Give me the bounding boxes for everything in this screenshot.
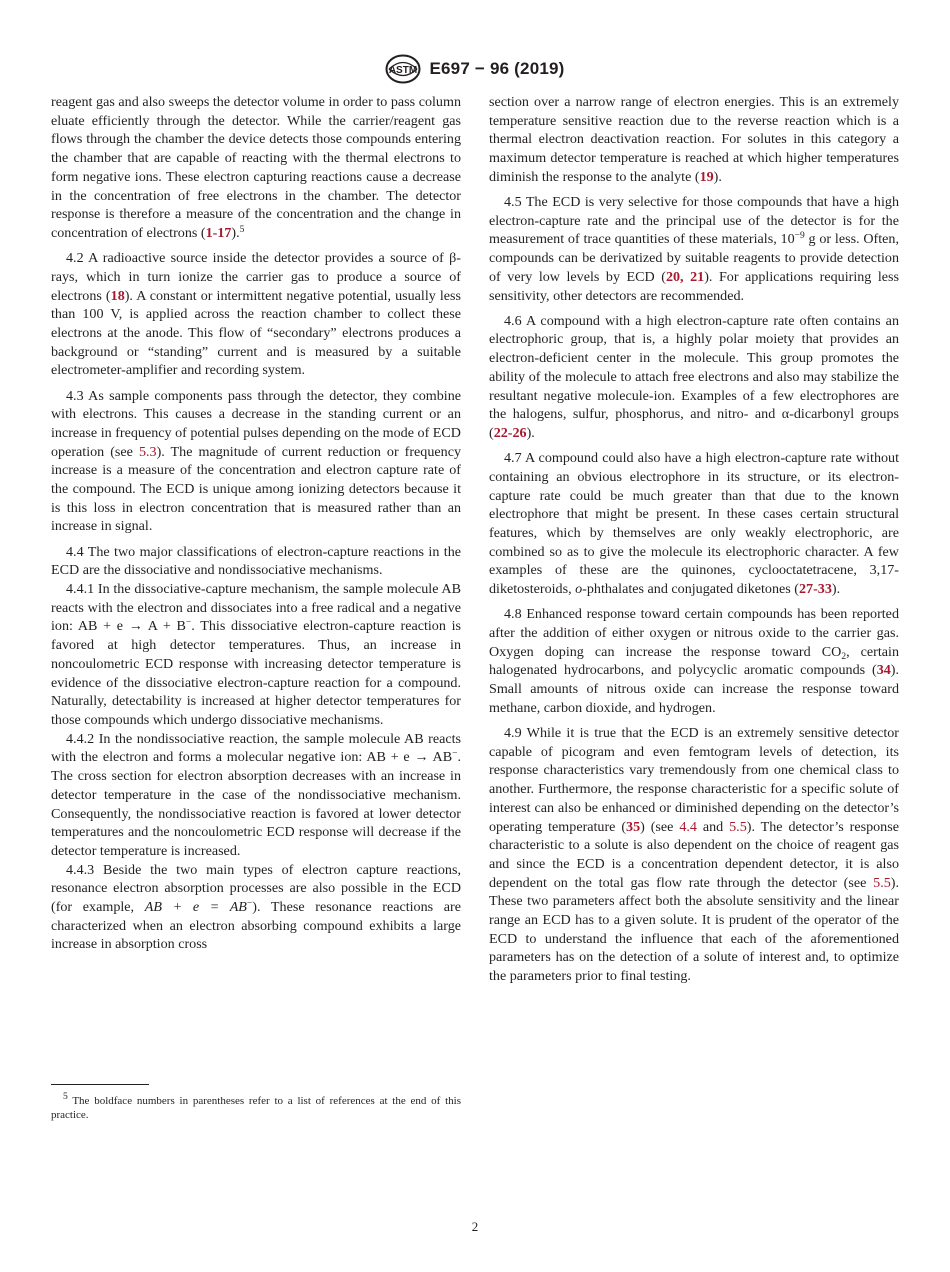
- reference-citation[interactable]: 35: [626, 818, 641, 835]
- section-link[interactable]: 5.3: [138, 443, 157, 460]
- page-header: [0, 54, 950, 84]
- paragraph-4-3: 4.3 As sample components pass through the detector, they combine with electrons. This causes a decrease in the standing current or an increase in frequency of potential pulses depending on the mode of ECD operation (see 5.3). The magnitude of current reduction or frequency increase is a measure of the concentration and electron capture rate of the compound. The ECD is unique among ionizing detectors because it is this loss in electron concentration that is measured rather than an increase in signal.: [51, 387, 461, 535]
- footnote-mark: 5: [63, 1092, 68, 1102]
- paragraph-4-4-2: 4.4.2 In the nondissociative reaction, the sample molecule AB reacts with the electron and forms a molecular negative ion: AB + e → AB−. The cross section for electron absorption decreases with an increase in detector temperature in the case of the nondissociative mechanism. Consequently, the nondissociative reaction is favored at lower detector temperatures and the noncoulometric ECD response will decrease if the detector temperature is increased.: [51, 730, 461, 859]
- section-link[interactable]: 4.4: [679, 818, 697, 835]
- reference-citation[interactable]: 34: [876, 662, 891, 679]
- paragraph-4-6: 4.6 A compound with a high electron-capture rate often contains an electrophoric group, that is, a highly polar moiety that provides an electron-deficient center in the molecule. This group promotes the ability of the molecule to attach free electrons and also may stabilize the resultant negative molecule-ion. Examples of a few electrophores are the halogens, sulfur, phosphorus, and nitro- and α-dicarbonyl groups (22-26).: [489, 312, 899, 441]
- reference-citation[interactable]: 27-33: [799, 581, 832, 598]
- section-link[interactable]: 5.5: [729, 818, 747, 835]
- reference-citation[interactable]: 22-26: [493, 424, 527, 441]
- reference-citation[interactable]: 19: [699, 168, 714, 185]
- paragraph-4-1-continued: reagent gas and also sweeps the detector volume in order to pass column eluate efficiently through the detector. While the carrier/reagent gas flows through the chamber the device detects those compounds entering the chamber that are capable of reacting with the thermal electrons to form negative ions. These electron capturing reactions cause a decrease in the concentration of free electrons in the chamber. The detector response is therefore a measure of the concentration and the change in concentration of electrons (1-17).$^5$: [51, 94, 461, 241]
- document-designation: E697 − 96 (2019): [429, 59, 565, 78]
- paragraph-4-4-3-continued: section over a narrow range of electron energies. This is an extremely temperature sensitive reaction due to the reverse reaction which is a thermal electron deactivation reaction. For solutes in this category a maximum detector temperature is reached at which higher temperatures diminish the response to the analyte (19).: [489, 94, 899, 185]
- reference-citation[interactable]: 20, 21: [665, 268, 705, 285]
- svg-text:ASTM: ASTM: [389, 65, 418, 76]
- right-column: [489, 93, 899, 992]
- footnote: $^5$ The boldface numbers in parentheses refer to a list of references at the end of this practice.: [51, 1092, 461, 1121]
- paragraph-4-4-3: 4.4.3 Beside the two main types of electron capture reactions, resonance electron absorption processes are also possible in the ECD (for example, AB + e = AB−). These resonance reactions are characterized when an electron absorbing compound exhibits a large increase in absorption cross: [51, 861, 462, 953]
- paragraph-4-2: 4.2 A radioactive source inside the detector provides a source of β-rays, which in turn ionize the carrier gas to produce a source of electrons (18). A constant or intermittent negative potential, usually less than 100 V, is applied across the reaction chamber to collect these electrons at the anode. This flow of “secondary” electrons produces a background or “standing” current and is measured by a suitable electrometer-amplifier and recording system.: [51, 250, 461, 379]
- footnote-reference[interactable]: 5: [239, 224, 245, 235]
- paragraph-4-5: 4.5 The ECD is very selective for those compounds that have a high electron-capture rate and the principal use of the detector is for the measurement of trace quantities of these materials, $10^{-9}$ g or less. Often, compounds can be derivatized by suitable reagents to provide detection of very low levels by ECD (20, 21). For applications requiring less sensitivity, other detectors are recommended.: [489, 194, 900, 304]
- section-link[interactable]: 5.5: [873, 874, 891, 891]
- paragraph-4-9: 4.9 While it is true that the ECD is an extremely sensitive detector capable of picogram and even femtogram levels of detection, its response characteristics vary tremendously from one chemical class to another. Furthermore, the response characteristic for a specific solute of interest can also be enhanced or diminished depending on the detector’s operating temperature (35) (see 4.4 and 5.5). The detector’s response characteristic to a solute is also dependent on the choice of reagent gas and since the ECD is a concentration dependent detector, it is also dependent on the total gas flow rate through the detector (see 5.5). These two parameters affect both the absolute sensitivity and the linear range an ECD has to a given solute. It is prudent of the operator of the ECD to understand the influence that each of the aforementioned parameters has on the detection of a solute of interest and, to optimize the parameters prior to final testing.: [489, 725, 899, 985]
- page-number: 2: [471, 1219, 479, 1234]
- reference-citation[interactable]: 1-17: [205, 224, 232, 241]
- paragraph-4-8: 4.8 Enhanced response toward certain compounds has been reported after the addition of either oxygen or nitrous oxide to the carrier gas. Oxygen doping can increase the response toward $CO_2$, certain halogenated hydrocarbons, and polycyclic aromatic compounds (34). Small amounts of nitrous oxide can increase the response toward methane, carbon dioxide, and hydrogen.: [489, 606, 900, 716]
- paragraph-4-4: 4.4 The two major classifications of electron-capture reactions in the ECD are the dissociative and nondissociative mechanisms.: [51, 543, 461, 579]
- paragraph-4-4-1: 4.4.1 In the dissociative-capture mechanism, the sample molecule AB reacts with the electron and dissociates into a free radical and a negative ion: AB + e → A + B−. This dissociative electron-capture reaction is favored at high detector temperatures. Thus, an increase in noncoulometric ECD response with increasing detector temperature is evidence of the dissociative electron-capture reaction for a compound. Naturally, detectability is increased at higher detector temperatures for those compounds which undergo dissociative mechanisms.: [51, 581, 461, 728]
- left-column: [51, 93, 461, 954]
- footnote-divider: [51, 1084, 149, 1085]
- astm-logo-icon: [385, 54, 421, 84]
- reference-citation[interactable]: 18: [110, 287, 125, 304]
- paragraph-4-7: 4.7 A compound could also have a high electron-capture rate without containing an obvious electrophore in its structure, or its electron-capture rate could be much greater than that due to the known electrophore that might be present. In these cases certain structural features, which by themselves are only weakly electrophoric, are combined so as to give the molecule its electrophoric character. A few examples of these are the quinones, cyclooctatetracene, 3,17-diketosteroids, o-phthalates and conjugated diketones (27-33).: [489, 450, 899, 598]
